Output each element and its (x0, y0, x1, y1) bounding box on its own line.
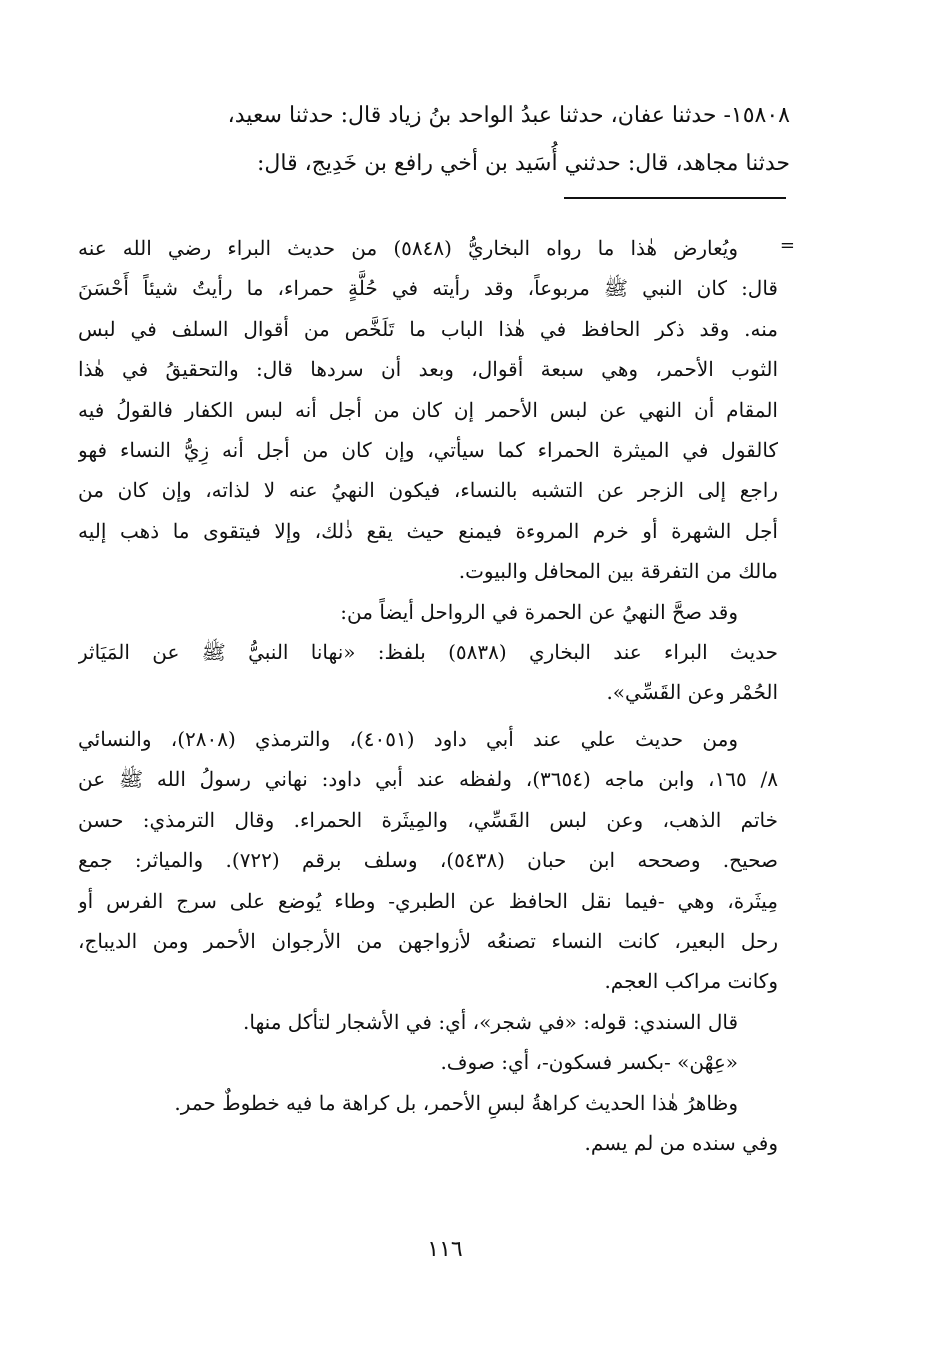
footnote-line-1: ويُعارض هٰذا ما رواه البخاريُّ (٥٨٤٨) من حديث البراء رضي الله عنه (78, 236, 738, 260)
footnote-continuation-mark: = (779, 235, 795, 256)
footnote-line-5: المقام أن النهي عن لبس الأحمر إن كان من أجل أنه لبس الكفار فالقولُ فيه (78, 397, 778, 422)
hadith-line-1: ١٥٨٠٨- حدثنا عفان، حدثنا عبدُ الواحد بنُ زياد قال: حدثنا سعيد، (227, 103, 790, 128)
footnote-line-15: خاتم الذهب، وعن لبس القَسِّي، والمِيثَرة الحمراء. وقال الترمذي: حسن (78, 807, 778, 832)
footnote-line-12: الحُمْر وعن القَسِّي». (606, 680, 778, 705)
footnote-line-16: صحيح. وصححه ابن حبان (٥٤٣٨)، وسلف برقم (٧٢٢). والمياثر: جمع (78, 848, 778, 873)
footnote-line-18: رحل البعير، كانت النساء تصنعُه لأزواجهن من الأرجوان الأحمر ومن الديباج، (78, 928, 778, 953)
footnote-line-8: أجل الشهرة أو خرم المروءة فيمنع حيث يقع ذٰلك، وإلا فيتقوى ما ذهب إليه (78, 518, 778, 543)
footnote-line-19: وكانت مراكب العجم. (604, 969, 778, 994)
footnote-line-2: قال: كان النبي ﷺ مربوعاً، وقد رأيته في حُلَّةٍ حمراء، ما رأيتُ شيئاً أَحْسَنَ (78, 276, 778, 301)
footnote-line-4: الثوب الأحمر، وهي سبعة أقوال، وبعد أن سردها قال: والتحقيقُ في هٰذا (78, 357, 778, 382)
footnote-line-17: مِيثَرة، وهي -فيما نقل الحافظ عن الطبري- وطاء يُوضع على سرج الفرس أو (78, 888, 778, 913)
footnote-line-10: وقد صحَّ النهيُ عن الحمرة في الرواحل أيضاً من: (340, 599, 738, 624)
footnote-line-23: وفي سنده من لم يسم. (584, 1130, 778, 1155)
footnote-text (78, 228, 778, 1163)
footnote-line-6: كالقول في الميثرة الحمراء كما سيأتي، وإن كان من أجل أنه زِيُّ النساء فهو (78, 438, 778, 463)
hadith-text (74, 92, 790, 188)
footnote-line-14: ٨/ ١٦٥، وابن ماجه (٣٦٥٤)، ولفظه عند أبي داود: نهاني رسولُ الله ﷺ عن (78, 767, 778, 792)
footnote-line-7: راجع إلى الزجر عن التشبه بالنساء، فيكون النهيُ عنه لا لذاته، وإن كان من (78, 478, 778, 503)
footnote-line-9: مالك من التفرقة بين المحافل والبيوت. (458, 559, 778, 584)
footnote-line-11: حديث البراء عند البخاري (٥٨٣٨) بلفظ: «نهانا النبيُّ ﷺ عن المَيَاثر (78, 640, 778, 665)
page-number: ١١٦ (427, 1237, 463, 1262)
footnote-line-21: «عِهْن» -بكسر فسكون-، أي: صوف. (440, 1050, 738, 1075)
hadith-line-2: حدثنا مجاهد، قال: حدثني أُسَيد بن أخي رافع بن خَدِيج، قال: (256, 151, 790, 176)
footnote-line-3: منه. وقد ذكر الحافظ في هٰذا الباب ما تَلَخَّص من أقوال السلف في لبس (78, 316, 778, 341)
footnote-separator (564, 197, 786, 199)
footnote-line-22: وظاهرُ هٰذا الحديث كراهةُ لبسِ الأحمر، بل كراهة ما فيه خطوطٌ حمر. (174, 1090, 738, 1115)
footnote-line-13: ومن حديث علي عند أبي داود (٤٠٥١)، والترمذي (٢٨٠٨)، والنسائي (78, 726, 738, 751)
footnote-line-20: قال السندي: قوله: «في شجر»، أي: في الأشجار لتأكل منها. (243, 1009, 738, 1034)
